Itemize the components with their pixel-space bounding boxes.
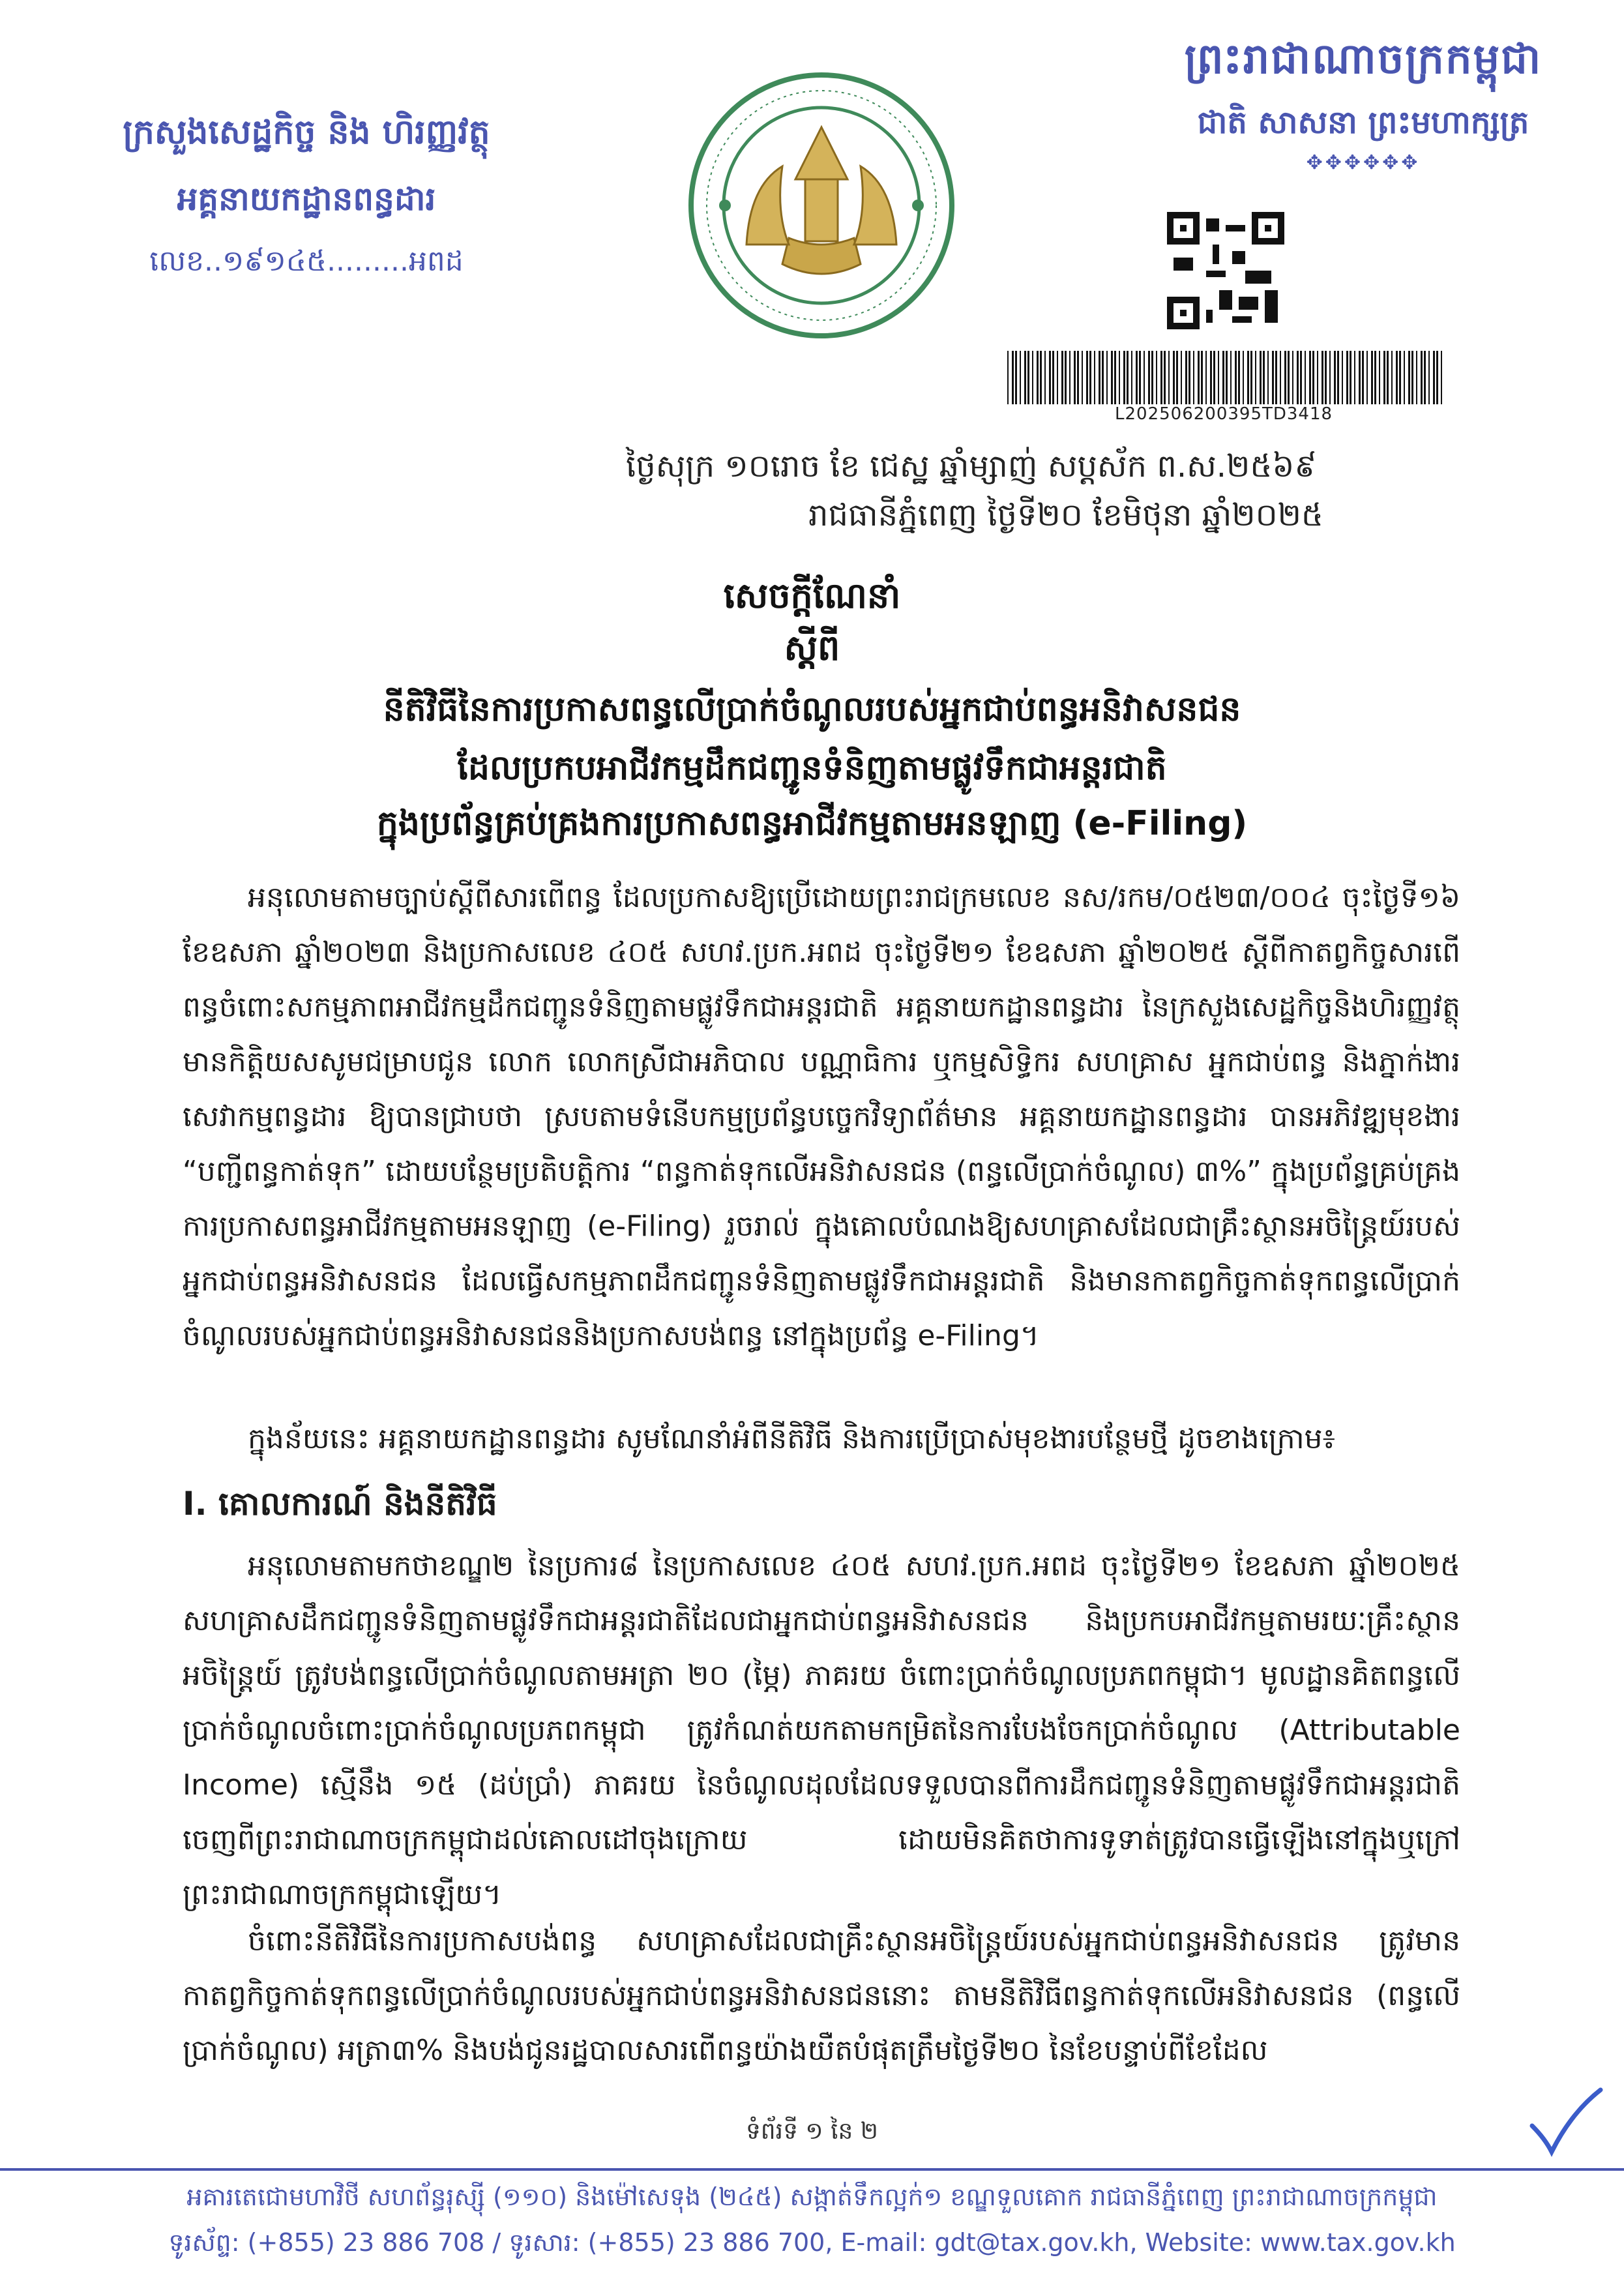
qr-code-icon (1167, 212, 1284, 329)
lunar-date: ថ្ងៃសុក្រ ១០រោច ខែ ជេស្ឋ ឆ្នាំម្សាញ់ សប្តស័ក ព.ស.២៥៦៩ (626, 448, 1317, 484)
footer-divider (0, 2168, 1624, 2171)
reference-number: លេខ..១៩១៤៥.........អពដ (149, 245, 464, 278)
paragraph-principle: អនុលោមតាមកថាខណ្ឌ២ នៃប្រការ៨ នៃប្រកាសលេខ ៤០៥ សហវ.ប្រក.អពដ ចុះថ្ងៃទី២១ ខែឧសភា ឆ្នាំ២០២៥ សហគ្រាសដឹកជញ្ជូនទំនិញតាមផ្លូវទឹកជាអន្តរជាតិដែលជាអ្នកជាប់ពន្ធអនិវាសនជន និងប្រកបអាជីវកម្មតាមរយៈគ្រឹះស្ថានអចិន្ត្រៃយ៍ ត្រូវបង់ពន្ធលើប្រាក់ចំណូលតាមអត្រា ២០ (ម្ភៃ) ភាគរយ ចំពោះប្រាក់ចំណូលប្រភពកម្ពុជា។ មូលដ្ឋានគិតពន្ធលើប្រាក់ចំណូលចំពោះប្រាក់ចំណូលប្រភពកម្ពុជា ត្រូវកំណត់យកតាមកម្រិតនៃការបែងចែកប្រាក់ចំណូល (Attributable Income) ស្មើនឹង ១៥ (ដប់ប្រាំ) ភាគរយ នៃចំណូលដុលដែលទទួលបានពីការដឹកជញ្ជូនទំនិញតាមផ្លូវទឹកជាអន្តរជាតិ ចេញពីព្រះរាជាណាចក្រកម្ពុជាដល់គោលដៅចុងក្រោយ ដោយមិនគិតថាការទូទាត់ត្រូវបានធ្វើឡើងនៅក្នុងឬក្រៅព្រះរាជាណាចក្រកម្ពុជាឡើយ។ (183, 1549, 1460, 1911)
checkmark-icon (1526, 2087, 1604, 2158)
title-line-2: ដែលប្រកបអាជីវកម្មដឹកជញ្ជូនទំនិញតាមផ្លូវទឹកជាអន្តរជាតិ (457, 749, 1167, 788)
paragraph-procedure: ចំពោះនីតិវិធីនៃការប្រកាសបង់ពន្ធ សហគ្រាសដែលជាគ្រឹះស្ថានអចិន្ត្រៃយ៍របស់អ្នកជាប់ពន្ធអនិវាសនជន ត្រូវមានកាតព្វកិច្ចកាត់ទុកពន្ធលើប្រាក់ចំណូលរបស់អ្នកជាប់ពន្ធអនិវាសនជននោះ តាមនីតិវិធីពន្ធកាត់ទុកលើអនិវាសនជន (ពន្ធលើប្រាក់ចំណូល) អត្រា៣% និងបង់ជូនរដ្ឋបាលសារពើពន្ធយ៉ាងយឺតបំផុតត្រឹមថ្ងៃទី២០ នៃខែបន្ទាប់ពីខែដែល (183, 1924, 1460, 2067)
solar-date: រាជធានីភ្នំពេញ ថ្ងៃទី២០ ខែមិថុនា ឆ្នាំ២០២៥ (808, 497, 1323, 533)
section-heading: I. គោលការណ៍ និងនីតិវិធី (183, 1485, 497, 1523)
paragraph-intro: អនុលោមតាមច្បាប់ស្តីពីសារពើពន្ធ ដែលប្រកាសឱ្យប្រើដោយព្រះរាជក្រមលេខ នស/រកម/០៥២៣/០០៤ ចុះថ្ងៃទី១៦ ខែឧសភា ឆ្នាំ២០២៣ និងប្រកាសលេខ ៤០៥ សហវ.ប្រក.អពដ ចុះថ្ងៃទី២១ ខែឧសភា ឆ្នាំ២០២៥ ស្តីពីកាតព្វកិច្ចសារពើពន្ធចំពោះសកម្មភាពអាជីវកម្មដឹកជញ្ជូនទំនិញតាមផ្លូវទឹកជាអន្តរជាតិ អគ្គនាយកដ្ឋានពន្ធដារ នៃក្រសួងសេដ្ឋកិច្ចនិងហិរញ្ញវត្ថុ មានកិត្តិយសសូមជម្រាបជូន លោក លោកស្រីជាអភិបាល បណ្ណាធិការ ឬកម្មសិទ្ធិករ សហគ្រាស អ្នកជាប់ពន្ធ និងភ្នាក់ងារសេវាកម្មពន្ធដារ ឱ្យបានជ្រាបថា ស្របតាមទំនើបកម្មប្រព័ន្ធបច្ចេកវិទ្យាព័ត៌មាន អគ្គនាយកដ្ឋានពន្ធដារ បានអភិវឌ្ឍមុខងារ “បញ្ជីពន្ធកាត់ទុក” ដោយបន្ថែមប្រតិបត្តិការ “ពន្ធកាត់ទុកលើអនិវាសនជន (ពន្ធលើប្រាក់ចំណូល) ៣%” ក្នុងប្រព័ន្ធគ្រប់គ្រងការប្រកាសពន្ធអាជីវកម្មតាមអនឡាញ (e-Filing) រួចរាល់ ក្នុងគោលបំណងឱ្យសហគ្រាសដែលជាគ្រឹះស្ថានអចិន្ត្រៃយ៍របស់អ្នកជាប់ពន្ធអនិវាសនជន ដែលធ្វើសកម្មភាពដឹកជញ្ជូនទំនិញតាមផ្លូវទឹកជាអន្តរជាតិ និងមានកាតព្វកិច្ចកាត់ទុកពន្ធលើប្រាក់ចំណូលរបស់អ្នកជាប់ពន្ធអនិវាសនជននិងប្រកាសបង់ពន្ធ នៅក្នុងប្រព័ន្ធ e-Filing។ (183, 881, 1460, 1352)
paragraph-guidance: ក្នុងន័យនេះ អគ្គនាយកដ្ឋានពន្ធដារ សូមណែនាំអំពីនីតិវិធី និងការប្រើប្រាស់មុខងារបន្ថែមថ្មី ដូចខាងក្រោម៖ (248, 1422, 1335, 1455)
motto-ornament: ✥✥✥✥✥✥ (1306, 151, 1421, 174)
barcode-number: L202506200395TD3418 (1115, 404, 1333, 424)
kingdom-header (1181, 33, 1546, 174)
ministry-name: ក្រសួងសេដ្ឋកិច្ច និង ហិរញ្ញវត្ថុ (123, 113, 490, 152)
department-name: អគ្គនាយកដ្ឋានពន្ធដារ (177, 180, 436, 218)
page-number: ទំព័រទី ១ នៃ ២ (745, 2118, 879, 2145)
barcode-icon (1007, 351, 1444, 404)
title-about: ស្តីពី (784, 627, 840, 668)
national-motto: ជាតិ សាសនា ព្រះមហាក្សត្រ (1197, 104, 1529, 141)
kingdom-name: ព្រះរាជាណាចក្រកម្ពុជា (1184, 35, 1543, 83)
gdt-seal-icon (685, 68, 958, 342)
footer-contact: ទូរស័ព្ទ: (+855) 23 886 708 / ទូរសារ: (+855) 23 886 700, E-mail: gdt@tax.gov.kh, Website: www.tax.gov.kh (168, 2228, 1456, 2257)
title-line-1: នីតិវិធីនៃការប្រកាសពន្ធលើប្រាក់ចំណូលរបស់អ្នកជាប់ពន្ធអនិវាសនជន (383, 690, 1241, 729)
footer-address: អគារតេជោមហាវិថី សហព័ន្ធរុស្ស៊ី (១១០) និងម៉ៅសេទុង (២៤៥) សង្កាត់ទឹកល្អក់១ ខណ្ឌទួលគោក រាជធានីភ្នំពេញ ព្រះរាជាណាចក្រកម្ពុជា (186, 2182, 1438, 2211)
ministry-header (78, 111, 535, 285)
title-line-3: ក្នុងប្រព័ន្ធគ្រប់គ្រងការប្រកាសពន្ធអាជីវកម្មតាមអនឡាញ (e-Filing) (376, 804, 1248, 843)
document-type: សេចក្តីណែនាំ (723, 575, 901, 616)
